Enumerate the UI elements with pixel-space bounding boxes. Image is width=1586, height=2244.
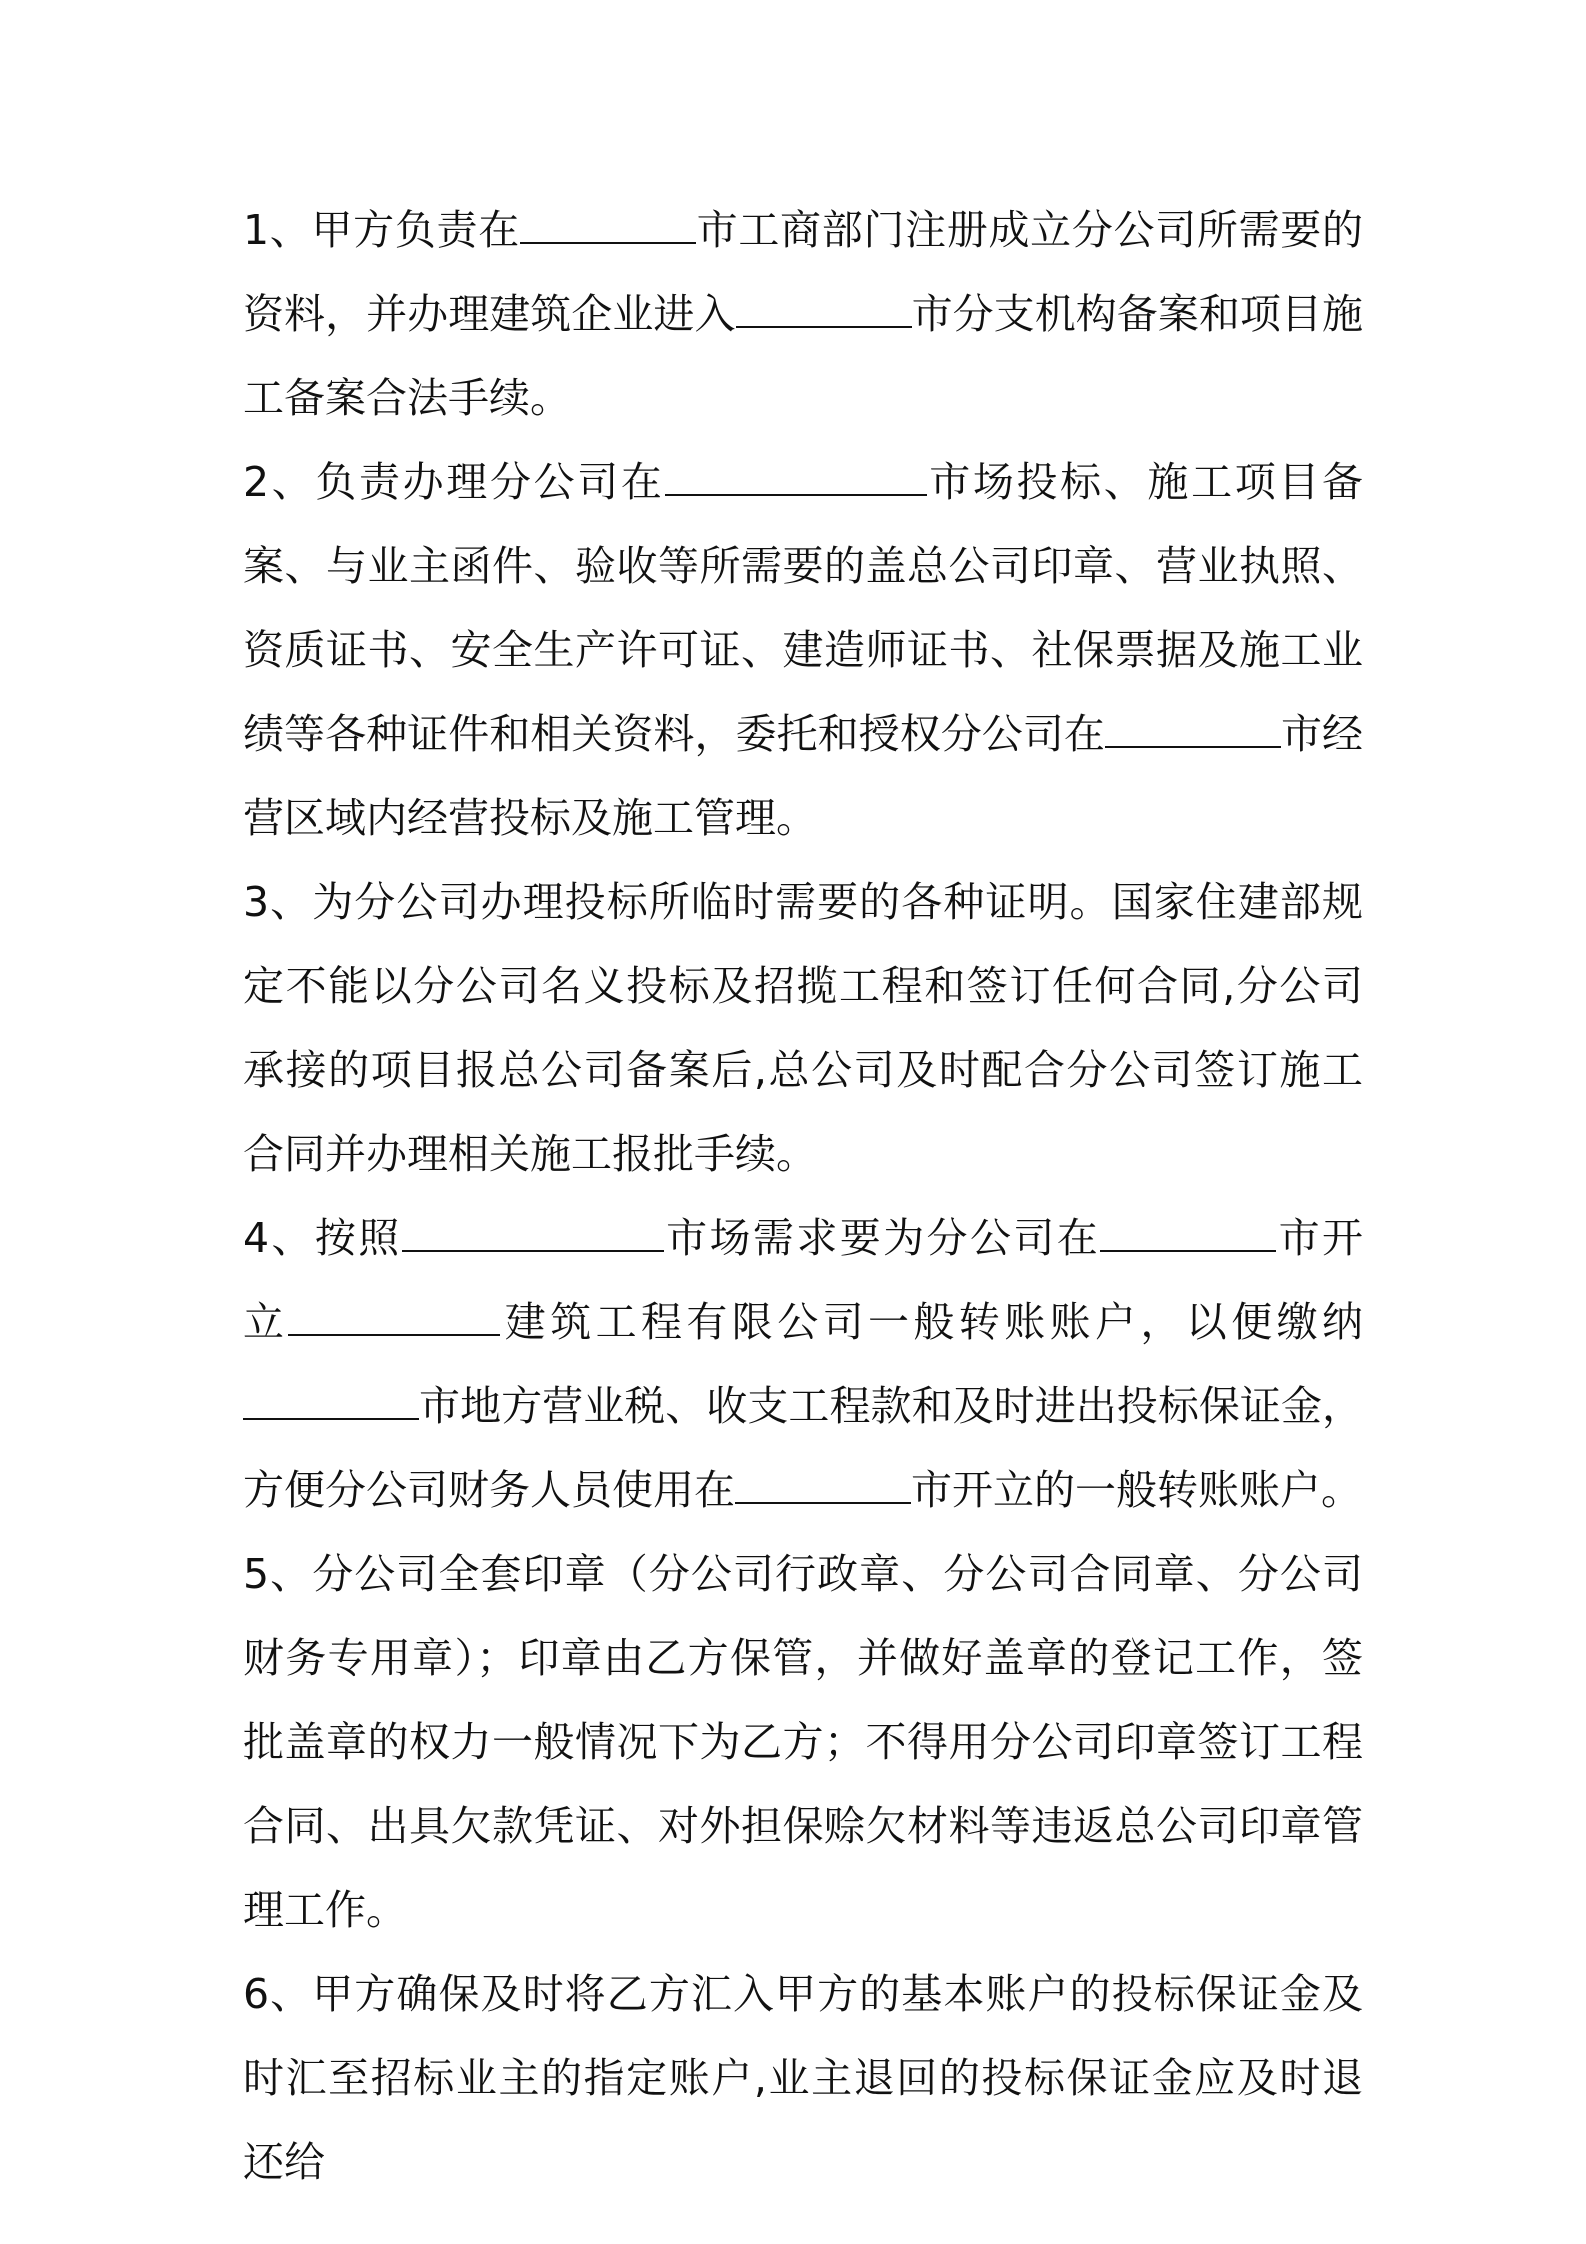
clause-2 <box>243 440 1363 860</box>
fill-in-blank[interactable] <box>735 1472 911 1504</box>
fill-in-blank[interactable] <box>402 1220 664 1252</box>
clause-5: 5、分公司全套印章（分公司行政章、分公司合同章、分公司财务专用章）；印章由乙方保管，并做好盖章的登记工作，签批盖章的权力一般情况下为乙方；不得用分公司印章签订工程合同、出具欠款凭证、对外担保赊欠材料等违返总公司印章管理工作。 <box>243 1550 1363 1934</box>
fill-in-blank[interactable] <box>520 212 696 244</box>
clause-3: 3、为分公司办理投标所临时需要的各种证明。国家住建部规定不能以分公司名义投标及招揽工程和签订任何合同,分公司承接的项目报总公司备案后,总公司及时配合分公司签订施工合同并办理相关施工报批手续。 <box>243 878 1363 1178</box>
fill-in-blank[interactable] <box>1100 1220 1276 1252</box>
document-body <box>243 188 1363 2204</box>
clause-text: 市地方营业税、收支工程款和及时进出投标保证金，方便分公司财务人员使用在 <box>243 1382 1363 1514</box>
clause-text: 4、按照 <box>243 1214 402 1262</box>
clause-text: 1、甲方负责在 <box>243 206 520 254</box>
clause-6: 6、甲方确保及时将乙方汇入甲方的基本账户的投标保证金及时汇至招标业主的指定账户,业主退回的投标保证金应及时退还给 <box>243 1970 1363 2186</box>
fill-in-blank[interactable] <box>736 296 912 328</box>
fill-in-blank[interactable] <box>1105 716 1281 748</box>
fill-in-blank[interactable] <box>288 1304 500 1336</box>
clause-text: 2、负责办理分公司在 <box>243 458 665 506</box>
clause-text: 市场投标、施工项目备案、与业主函件、验收等所需要的盖总公司印章、营业执照、资质证书、安全生产许可证、建造师证书、社保票据及施工业绩等各种证件和相关资料，委托和授权分公司在 <box>243 458 1363 758</box>
clause-text: 市工商部门注册成立分公司所需要的资料，并办理建筑企业进入 <box>243 206 1364 338</box>
clause-text: 市经营区域内经营投标及施工管理。 <box>243 710 1364 842</box>
clause-text: 市分支机构备案和项目施工备案合法手续。 <box>243 290 1364 422</box>
clause-4 <box>243 1196 1363 1532</box>
clause-1 <box>243 188 1363 440</box>
clause-text: 建筑工程有限公司一般转账账户，以便缴纳 <box>500 1298 1364 1346</box>
fill-in-blank[interactable] <box>665 464 927 496</box>
fill-in-blank[interactable] <box>243 1388 419 1420</box>
clause-text: 市开立的一般转账账户。 <box>911 1466 1362 1514</box>
clause-text: 市场需求要为分公司在 <box>663 1214 1101 1262</box>
clause-text: 市开立 <box>243 1214 1363 1346</box>
